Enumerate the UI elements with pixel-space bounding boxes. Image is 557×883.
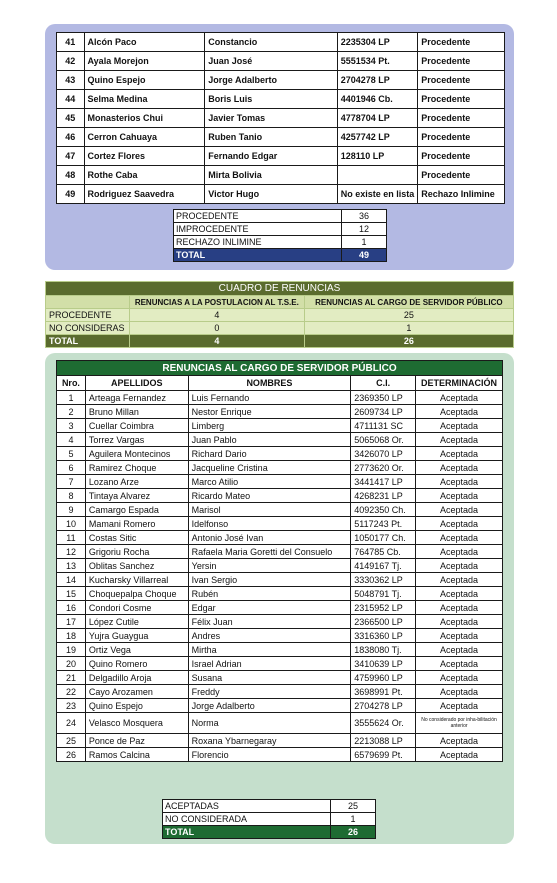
- servidor-number: 8: [57, 489, 86, 503]
- servidor-determinacion: Aceptada: [416, 391, 503, 405]
- summary1-total-label: TOTAL: [174, 249, 342, 262]
- servidor-ci: 2315952 LP: [351, 601, 416, 615]
- candidate-number: 46: [57, 128, 85, 147]
- servidor-ci: 764785 Cb.: [351, 545, 416, 559]
- candidate-estado: Procedente: [418, 109, 505, 128]
- servidor-determinacion: No considerado por inha-bilitación anterior: [416, 713, 503, 734]
- candidates-summary-table: [173, 209, 387, 262]
- servidor-number: 12: [57, 545, 86, 559]
- renuncias-total-row: [46, 335, 514, 348]
- servidor-header-nombres: NOMBRES: [188, 376, 351, 391]
- candidate-row: [57, 128, 505, 147]
- servidor-number: 18: [57, 629, 86, 643]
- servidor-ci: 2773620 Or.: [351, 461, 416, 475]
- summary1-value: 36: [342, 210, 387, 223]
- servidor-determinacion: Aceptada: [416, 545, 503, 559]
- candidate-row: [57, 33, 505, 52]
- servidor-row: [57, 559, 503, 573]
- servidor-apellidos: Ortiz Vega: [85, 643, 188, 657]
- servidor-apellidos: Velasco Mosquera: [85, 713, 188, 734]
- servidor-number: 9: [57, 503, 86, 517]
- servidor-number: 23: [57, 699, 86, 713]
- servidor-ci: 5065068 Or.: [351, 433, 416, 447]
- servidor-ci: 2369350 LP: [351, 391, 416, 405]
- servidor-determinacion: Aceptada: [416, 517, 503, 531]
- summary2-total-label: TOTAL: [163, 826, 331, 839]
- servidor-determinacion: Aceptada: [416, 503, 503, 517]
- servidor-row: [57, 405, 503, 419]
- servidor-nombres: Marisol: [188, 503, 351, 517]
- servidor-number: 11: [57, 531, 86, 545]
- servidor-determinacion: Aceptada: [416, 671, 503, 685]
- summary1-total-value: 49: [342, 249, 387, 262]
- servidor-apellidos: Ponce de Paz: [85, 734, 188, 748]
- servidor-row: [57, 734, 503, 748]
- servidor-determinacion: Aceptada: [416, 419, 503, 433]
- servidor-determinacion: Aceptada: [416, 433, 503, 447]
- servidor-ci: 3441417 LP: [351, 475, 416, 489]
- servidor-nombres: Félix Juan: [188, 615, 351, 629]
- servidor-number: 25: [57, 734, 86, 748]
- servidor-row: [57, 748, 503, 762]
- servidor-ci: 1838080 Tj.: [351, 643, 416, 657]
- candidate-number: 42: [57, 52, 85, 71]
- servidor-number: 14: [57, 573, 86, 587]
- renuncias-total-tse: 4: [129, 335, 304, 348]
- servidor-determinacion: Aceptada: [416, 489, 503, 503]
- servidor-determinacion: Aceptada: [416, 734, 503, 748]
- servidor-row: [57, 447, 503, 461]
- candidate-number: 49: [57, 185, 85, 204]
- servidor-header-determinacion: DETERMINACIÓN: [416, 376, 503, 391]
- servidor-determinacion: Aceptada: [416, 685, 503, 699]
- servidor-determinacion: Aceptada: [416, 405, 503, 419]
- servidor-header-nro: Nro.: [57, 376, 86, 391]
- candidate-apellidos: Rodriguez Saavedra: [84, 185, 205, 204]
- servidor-nombres: Norma: [188, 713, 351, 734]
- summary2-total-row: [163, 826, 376, 839]
- summary2-value: 1: [331, 813, 376, 826]
- candidate-estado: Rechazo Inlimine: [418, 185, 505, 204]
- servidor-nombres: Rafaela Maria Goretti del Consuelo: [188, 545, 351, 559]
- candidate-estado: Procedente: [418, 71, 505, 90]
- servidor-determinacion: Aceptada: [416, 447, 503, 461]
- servidor-number: 19: [57, 643, 86, 657]
- summary2-total-value: 26: [331, 826, 376, 839]
- servidor-determinacion: Aceptada: [416, 573, 503, 587]
- candidate-nombres: Jorge Adalberto: [205, 71, 337, 90]
- servidor-apellidos: Arteaga Fernandez: [85, 391, 188, 405]
- servidor-row: [57, 475, 503, 489]
- candidate-apellidos: Quino Espejo: [84, 71, 205, 90]
- servidor-row: [57, 671, 503, 685]
- servidor-number: 15: [57, 587, 86, 601]
- servidor-ci: 2366500 LP: [351, 615, 416, 629]
- servidor-determinacion: Aceptada: [416, 601, 503, 615]
- candidate-row: [57, 147, 505, 166]
- candidate-ci: [337, 166, 418, 185]
- servidor-row: [57, 433, 503, 447]
- servidor-number: 22: [57, 685, 86, 699]
- servidor-apellidos: Grigoriu Rocha: [85, 545, 188, 559]
- servidor-number: 24: [57, 713, 86, 734]
- servidor-row: [57, 419, 503, 433]
- servidor-number: 13: [57, 559, 86, 573]
- candidate-apellidos: Cerron Cahuaya: [84, 128, 205, 147]
- servidor-ci: 2213088 LP: [351, 734, 416, 748]
- servidor-apellidos: Ramos Calcina: [85, 748, 188, 762]
- servidor-row: [57, 615, 503, 629]
- servidor-ci: 2704278 LP: [351, 699, 416, 713]
- renuncias-title: CUADRO DE RENUNCIAS: [46, 282, 514, 296]
- servidor-nombres: Juan Pablo: [188, 433, 351, 447]
- candidates-panel: [45, 24, 514, 270]
- candidate-estado: Procedente: [418, 166, 505, 185]
- summary1-label: IMPROCEDENTE: [174, 223, 342, 236]
- summary1-total-row: [174, 249, 387, 262]
- servidor-nombres: Yersin: [188, 559, 351, 573]
- candidate-nombres: Javier Tomas: [205, 109, 337, 128]
- candidate-nombres: Fernando Edgar: [205, 147, 337, 166]
- candidate-row: [57, 185, 505, 204]
- servidor-ci: 3698991 Pt.: [351, 685, 416, 699]
- servidor-nombres: Jorge Adalberto: [188, 699, 351, 713]
- candidate-nombres: Constancio: [205, 33, 337, 52]
- candidate-number: 41: [57, 33, 85, 52]
- servidor-apellidos: Quino Espejo: [85, 699, 188, 713]
- renuncias-row-servidor-value: 1: [304, 322, 513, 335]
- servidor-apellidos: Oblitas Sanchez: [85, 559, 188, 573]
- servidor-row: [57, 545, 503, 559]
- servidor-panel: [45, 353, 514, 844]
- summary1-row: [174, 223, 387, 236]
- renuncias-table: [45, 281, 514, 348]
- servidor-apellidos: Mamani Romero: [85, 517, 188, 531]
- candidate-number: 43: [57, 71, 85, 90]
- renuncias-row-servidor-value: 25: [304, 309, 513, 322]
- servidor-number: 6: [57, 461, 86, 475]
- renuncias-row-tse-value: 0: [129, 322, 304, 335]
- servidor-row: [57, 461, 503, 475]
- candidate-ci: 2704278 LP: [337, 71, 418, 90]
- candidate-estado: Procedente: [418, 52, 505, 71]
- candidate-nombres: Victor Hugo: [205, 185, 337, 204]
- summary1-label: RECHAZO INLIMINE: [174, 236, 342, 249]
- servidor-number: 10: [57, 517, 86, 531]
- candidate-estado: Procedente: [418, 33, 505, 52]
- servidor-table: [56, 360, 503, 762]
- servidor-apellidos: López Cutile: [85, 615, 188, 629]
- servidor-ci: 4711131 SC: [351, 419, 416, 433]
- summary1-row: [174, 236, 387, 249]
- servidor-row: [57, 531, 503, 545]
- servidor-nombres: Limberg: [188, 419, 351, 433]
- candidate-ci: 4257742 LP: [337, 128, 418, 147]
- summary2-label: ACEPTADAS: [163, 800, 331, 813]
- renuncias-row-label: NO CONSIDERAS: [46, 322, 130, 335]
- servidor-ci: 3555624 Or.: [351, 713, 416, 734]
- servidor-determinacion: Aceptada: [416, 748, 503, 762]
- servidor-row: [57, 489, 503, 503]
- servidor-determinacion: Aceptada: [416, 531, 503, 545]
- servidor-ci: 5048791 Tj.: [351, 587, 416, 601]
- servidor-apellidos: Cuellar Coimbra: [85, 419, 188, 433]
- servidor-determinacion: Aceptada: [416, 657, 503, 671]
- candidate-nombres: Mirta Bolivia: [205, 166, 337, 185]
- servidor-apellidos: Kucharsky Villarreal: [85, 573, 188, 587]
- servidor-nombres: Ivan Sergio: [188, 573, 351, 587]
- servidor-ci: 3330362 LP: [351, 573, 416, 587]
- servidor-nombres: Andres: [188, 629, 351, 643]
- servidor-determinacion: Aceptada: [416, 587, 503, 601]
- renuncias-header-servidor: RENUNCIAS AL CARGO DE SERVIDOR PÚBLICO: [304, 296, 513, 309]
- candidates-table: [56, 32, 505, 204]
- summary2-row: [163, 800, 376, 813]
- servidor-nombres: Freddy: [188, 685, 351, 699]
- candidate-estado: Procedente: [418, 90, 505, 109]
- servidor-nombres: Marco Atilio: [188, 475, 351, 489]
- candidate-number: 48: [57, 166, 85, 185]
- candidate-ci: 128110 LP: [337, 147, 418, 166]
- servidor-number: 26: [57, 748, 86, 762]
- candidate-row: [57, 52, 505, 71]
- servidor-nombres: Israel Adrian: [188, 657, 351, 671]
- summary2-label: NO CONSIDERADA: [163, 813, 331, 826]
- summary1-row: [174, 210, 387, 223]
- candidate-nombres: Boris Luis: [205, 90, 337, 109]
- renuncias-row: [46, 322, 514, 335]
- candidate-estado: Procedente: [418, 147, 505, 166]
- servidor-ci: 5117243 Pt.: [351, 517, 416, 531]
- candidate-number: 45: [57, 109, 85, 128]
- servidor-apellidos: Bruno Millan: [85, 405, 188, 419]
- summary2-row: [163, 813, 376, 826]
- servidor-nombres: Jacqueline Cristina: [188, 461, 351, 475]
- servidor-row: [57, 573, 503, 587]
- renuncias-row-label: PROCEDENTE: [46, 309, 130, 322]
- servidor-apellidos: Yujra Guaygua: [85, 629, 188, 643]
- candidate-row: [57, 71, 505, 90]
- renuncias-header-tse: RENUNCIAS A LA POSTULACION AL T.S.E.: [129, 296, 304, 309]
- servidor-title: RENUNCIAS AL CARGO DE SERVIDOR PÚBLICO: [57, 361, 503, 376]
- servidor-number: 2: [57, 405, 86, 419]
- servidor-row: [57, 643, 503, 657]
- summary1-label: PROCEDENTE: [174, 210, 342, 223]
- servidor-nombres: Edgar: [188, 601, 351, 615]
- servidor-number: 16: [57, 601, 86, 615]
- servidor-apellidos: Lozano Arze: [85, 475, 188, 489]
- servidor-apellidos: Condori Cosme: [85, 601, 188, 615]
- servidor-apellidos: Quino Romero: [85, 657, 188, 671]
- servidor-nombres: Mirtha: [188, 643, 351, 657]
- servidor-determinacion: Aceptada: [416, 461, 503, 475]
- servidor-row: [57, 517, 503, 531]
- candidate-apellidos: Rothe Caba: [84, 166, 205, 185]
- servidor-determinacion: Aceptada: [416, 699, 503, 713]
- candidate-apellidos: Alcón Paco: [84, 33, 205, 52]
- servidor-ci: 6579699 Pt.: [351, 748, 416, 762]
- servidor-apellidos: Delgadillo Aroja: [85, 671, 188, 685]
- servidor-apellidos: Camargo Espada: [85, 503, 188, 517]
- candidate-nombres: Ruben Tanio: [205, 128, 337, 147]
- renuncias-row: [46, 309, 514, 322]
- servidor-nombres: Roxana Ybarnegaray: [188, 734, 351, 748]
- candidate-ci: 2235304 LP: [337, 33, 418, 52]
- servidor-nombres: Florencio: [188, 748, 351, 762]
- servidor-row: [57, 657, 503, 671]
- servidor-nombres: Ricardo Mateo: [188, 489, 351, 503]
- servidor-nombres: Susana: [188, 671, 351, 685]
- servidor-nombres: Idelfonso: [188, 517, 351, 531]
- servidor-number: 7: [57, 475, 86, 489]
- renuncias-row-tse-value: 4: [129, 309, 304, 322]
- summary1-value: 1: [342, 236, 387, 249]
- servidor-apellidos: Torrez Vargas: [85, 433, 188, 447]
- servidor-determinacion: Aceptada: [416, 629, 503, 643]
- servidor-number: 4: [57, 433, 86, 447]
- servidor-row: [57, 629, 503, 643]
- renuncias-total-servidor: 26: [304, 335, 513, 348]
- servidor-determinacion: Aceptada: [416, 559, 503, 573]
- servidor-number: 17: [57, 615, 86, 629]
- servidor-determinacion: Aceptada: [416, 475, 503, 489]
- servidor-row: [57, 713, 503, 734]
- candidate-nombres: Juan José: [205, 52, 337, 71]
- candidate-ci: 4778704 LP: [337, 109, 418, 128]
- servidor-apellidos: Tintaya Alvarez: [85, 489, 188, 503]
- candidate-estado: Procedente: [418, 128, 505, 147]
- servidor-nombres: Rubén: [188, 587, 351, 601]
- servidor-ci: 4092350 Ch.: [351, 503, 416, 517]
- servidor-ci: 4149167 Tj.: [351, 559, 416, 573]
- servidor-nombres: Antonio José Ivan: [188, 531, 351, 545]
- servidor-row: [57, 587, 503, 601]
- servidor-determinacion: Aceptada: [416, 643, 503, 657]
- renuncias-header-empty: [46, 296, 130, 309]
- candidate-row: [57, 90, 505, 109]
- servidor-summary-table: [162, 799, 376, 839]
- servidor-ci: 2609734 LP: [351, 405, 416, 419]
- servidor-apellidos: Cayo Arozamen: [85, 685, 188, 699]
- servidor-apellidos: Ramirez Choque: [85, 461, 188, 475]
- candidate-apellidos: Monasterios Chui: [84, 109, 205, 128]
- servidor-nombres: Nestor Enrique: [188, 405, 351, 419]
- servidor-apellidos: Aguilera Montecinos: [85, 447, 188, 461]
- candidate-apellidos: Selma Medina: [84, 90, 205, 109]
- servidor-ci: 1050177 Ch.: [351, 531, 416, 545]
- servidor-header-ci: C.I.: [351, 376, 416, 391]
- servidor-ci: 4268231 LP: [351, 489, 416, 503]
- servidor-number: 20: [57, 657, 86, 671]
- candidate-ci: No existe en lista: [337, 185, 418, 204]
- servidor-number: 5: [57, 447, 86, 461]
- servidor-row: [57, 503, 503, 517]
- candidate-apellidos: Cortez Flores: [84, 147, 205, 166]
- servidor-ci: 3316360 LP: [351, 629, 416, 643]
- summary1-value: 12: [342, 223, 387, 236]
- candidate-ci: 4401946 Cb.: [337, 90, 418, 109]
- candidate-number: 44: [57, 90, 85, 109]
- servidor-determinacion: Aceptada: [416, 615, 503, 629]
- servidor-ci: 3410639 LP: [351, 657, 416, 671]
- servidor-number: 21: [57, 671, 86, 685]
- servidor-number: 1: [57, 391, 86, 405]
- candidate-row: [57, 166, 505, 185]
- servidor-number: 3: [57, 419, 86, 433]
- servidor-nombres: Richard Dario: [188, 447, 351, 461]
- servidor-header-apellidos: APELLIDOS: [85, 376, 188, 391]
- servidor-ci: 4759960 LP: [351, 671, 416, 685]
- candidate-apellidos: Ayala Morejon: [84, 52, 205, 71]
- servidor-apellidos: Choquepalpa Choque: [85, 587, 188, 601]
- servidor-nombres: Luis Fernando: [188, 391, 351, 405]
- servidor-row: [57, 699, 503, 713]
- servidor-row: [57, 601, 503, 615]
- servidor-apellidos: Costas Sitic: [85, 531, 188, 545]
- candidate-row: [57, 109, 505, 128]
- candidate-number: 47: [57, 147, 85, 166]
- servidor-row: [57, 685, 503, 699]
- renuncias-total-label: TOTAL: [46, 335, 130, 348]
- servidor-row: [57, 391, 503, 405]
- candidate-ci: 5551534 Pt.: [337, 52, 418, 71]
- servidor-ci: 3426070 LP: [351, 447, 416, 461]
- summary2-value: 25: [331, 800, 376, 813]
